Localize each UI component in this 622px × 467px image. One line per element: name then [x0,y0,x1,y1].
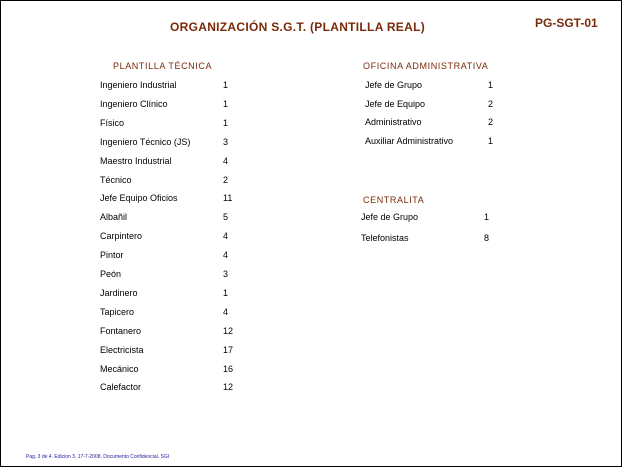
row-label: Jefe de Grupo [361,212,419,222]
document-title: ORGANIZACIÓN S.G.T. (PLANTILLA REAL) [170,20,426,34]
row-label: Ingeniero Clínico [100,98,168,109]
row-label: Electricista [100,344,144,355]
row-count: 4 [223,155,229,166]
row-count: 12 [223,382,234,393]
row-label: Jefe de Equipo [365,98,426,109]
row-count: 12 [223,325,234,336]
row-count: 1 [223,117,229,128]
row-label: Peón [100,269,122,279]
row-label: Albañil [100,212,128,223]
row-count: 1 [223,287,229,298]
row-count: 2 [488,98,494,109]
row-count: 2 [223,174,229,185]
row-label: Maestro Industrial [100,155,172,166]
row-label: Calefactor [100,382,142,393]
row-count: 3 [223,269,229,279]
row-count: 17 [223,344,234,355]
row-count: 1 [223,80,229,90]
row-count: 1 [484,212,490,222]
row-label: Fontanero [100,325,142,336]
row-label: Jardinero [100,287,138,298]
row-label: Ingeniero Industrial [100,80,177,90]
row-label: Técnico [100,174,132,185]
row-label: Carpintero [100,231,143,242]
centralita-heading: CENTRALITA [363,195,425,205]
row-count: 1 [488,136,494,147]
row-count: 4 [223,231,229,242]
plantilla-tecnica-heading: PLANTILLA TÉCNICA [113,61,213,71]
row-count: 3 [223,136,229,147]
row-label: Ingeniero Técnico (JS) [100,136,191,147]
oficina-administrativa-heading: OFICINA ADMINISTRATIVA [363,61,489,71]
row-count: 1 [488,80,494,90]
document-code: PG-SGT-01 [535,16,598,30]
row-count: 4 [223,250,229,261]
row-count: 2 [488,117,494,128]
row-label: Tapicero [100,306,135,317]
row-label: Telefonistas [361,233,409,243]
row-label: Jefe de Grupo [365,80,423,90]
row-count: 4 [223,306,229,317]
row-count: 1 [223,98,229,109]
document-footer: Pag. 3 de 4. Edicion 3. 17-7-2008. Documento Confidencial. SGI [26,454,170,460]
row-count: 16 [223,363,234,374]
row-label: Auxiliar Administrativo [365,136,454,147]
row-count: 11 [223,193,233,204]
row-label: Mecánico [100,363,139,374]
row-count: 8 [484,233,490,243]
row-label: Administrativo [365,117,422,128]
row-count: 5 [223,212,229,223]
row-label: Pintor [100,250,124,261]
row-label: Jefe Equipo Oficios [100,193,178,204]
row-label: Físico [100,117,125,128]
